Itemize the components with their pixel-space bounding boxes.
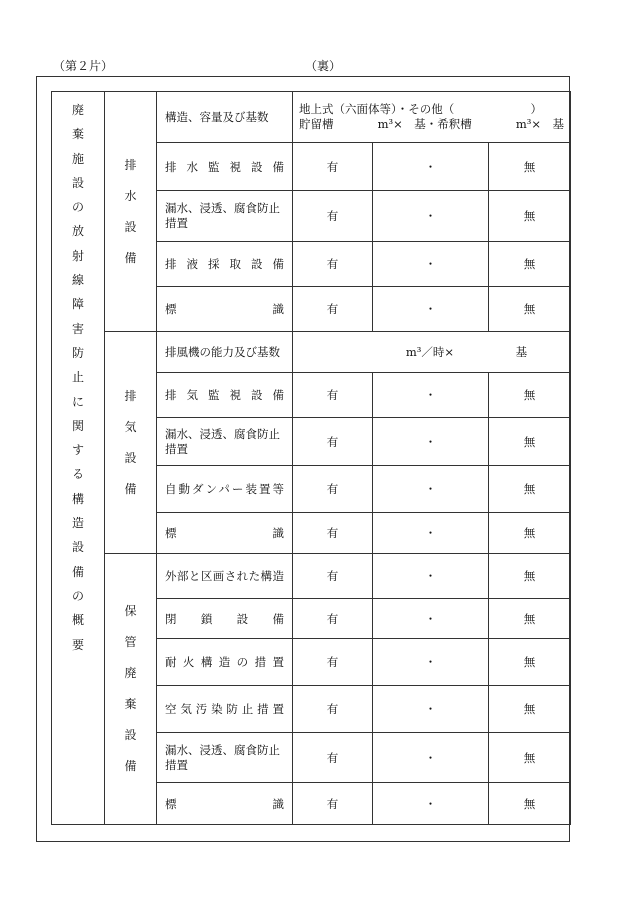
storage-yes-option[interactable]: 有: [293, 686, 373, 733]
exhaust-separator: ・: [373, 466, 489, 513]
storage-group-label: [105, 554, 157, 825]
storage-no-option[interactable]: 無: [489, 599, 571, 639]
storage-separator: ・: [373, 783, 489, 825]
drain-separator: ・: [373, 191, 489, 242]
storage-no-option[interactable]: 無: [489, 733, 571, 783]
reverse-side-label: （裏）: [305, 59, 342, 73]
storage-yes-option[interactable]: 有: [293, 783, 373, 825]
storage-yes-option[interactable]: 有: [293, 733, 373, 783]
exhaust-no-option[interactable]: 無: [489, 373, 571, 418]
storage-row: [52, 554, 571, 599]
exhaust-yes-option[interactable]: 有: [293, 513, 373, 554]
exhaust-label-char: 気: [124, 419, 137, 434]
storage-label-char: 廃: [124, 666, 137, 680]
drain-label-char: 排: [124, 157, 137, 172]
exhaust-item-label: 漏水、浸透、腐食防止措置: [157, 418, 293, 466]
storage-yes-option[interactable]: 有: [293, 639, 373, 686]
fan-unit: m³／時×: [405, 345, 454, 359]
main-label-char: 廃: [71, 103, 84, 117]
storage-separator: ・: [373, 599, 489, 639]
drain-no-option[interactable]: 無: [489, 191, 571, 242]
drain-yes-option[interactable]: 有: [293, 242, 373, 287]
main-label-char: 障: [71, 297, 84, 312]
main-label-char: 施: [71, 151, 84, 166]
drain-item-label: 標 識: [157, 287, 293, 332]
storage-no-option[interactable]: 無: [489, 554, 571, 599]
exhaust-label-char: 設: [124, 450, 137, 465]
storage-item-label: 標 識: [157, 783, 293, 825]
drain-separator: ・: [373, 143, 489, 191]
spec-line1-b: ）: [530, 102, 542, 116]
main-label-char: の: [71, 588, 84, 603]
storage-label-char: 管: [124, 635, 137, 649]
storage-label-char: 保: [124, 604, 137, 618]
drain-label-char: 備: [124, 250, 137, 265]
storage-item-label: 閉鎖設備: [157, 599, 293, 639]
main-label-char: 構: [71, 491, 84, 506]
exhaust-no-option[interactable]: 無: [489, 513, 571, 554]
storage-label-char: 設: [124, 728, 137, 742]
structure-equipment-table: [51, 91, 571, 825]
main-label-char: 関: [71, 418, 84, 433]
drain-group-label: [105, 92, 157, 332]
storage-label-char: 備: [124, 759, 137, 773]
exhaust-fan-label: 排風機の能力及び基数: [157, 332, 293, 373]
drain-label-char: 水: [124, 188, 137, 203]
main-label-char: 射: [71, 248, 84, 263]
storage-separator: ・: [373, 733, 489, 783]
main-label-char: 線: [71, 273, 84, 288]
exhaust-group-label: [105, 332, 157, 554]
drain-structure-label: 構造、容量及び基数: [157, 92, 293, 143]
drain-label-char: 設: [124, 219, 137, 234]
exhaust-item-label: 自動ダンパー装置等: [157, 466, 293, 513]
drain-no-option[interactable]: 無: [489, 287, 571, 332]
exhaust-separator: ・: [373, 373, 489, 418]
storage-separator: ・: [373, 554, 489, 599]
drain-separator: ・: [373, 242, 489, 287]
drain-no-option[interactable]: 無: [489, 143, 571, 191]
exhaust-separator: ・: [373, 513, 489, 554]
spec-line2-c: m³× 基: [515, 117, 564, 131]
exhaust-item-label: 排気監視設備: [157, 373, 293, 418]
drain-item-label: 漏水、浸透、腐食防止措置: [157, 191, 293, 242]
main-label-char: 棄: [71, 127, 84, 142]
drain-structure-spec[interactable]: [293, 92, 571, 143]
drain-structure-row: [52, 92, 571, 143]
exhaust-yes-option[interactable]: 有: [293, 466, 373, 513]
exhaust-yes-option[interactable]: 有: [293, 418, 373, 466]
main-label-char: 放: [71, 224, 84, 239]
storage-label-char: 棄: [124, 697, 137, 711]
drain-item-label: 排水監視設備: [157, 143, 293, 191]
storage-no-option[interactable]: 無: [489, 686, 571, 733]
exhaust-label-char: 排: [124, 388, 137, 403]
main-label-char: 防: [71, 345, 84, 360]
main-label-char: 害: [71, 321, 84, 336]
storage-no-option[interactable]: 無: [489, 783, 571, 825]
spec-line1-a: 地上式（六面体等）・その他（: [299, 102, 455, 116]
exhaust-item-label: 標 識: [157, 513, 293, 554]
exhaust-yes-option[interactable]: 有: [293, 373, 373, 418]
exhaust-no-option[interactable]: 無: [489, 418, 571, 466]
exhaust-fan-row: [52, 332, 571, 373]
drain-no-option[interactable]: 無: [489, 242, 571, 287]
storage-yes-option[interactable]: 有: [293, 599, 373, 639]
spec-line2-a: 貯留槽: [299, 117, 334, 131]
main-label-char: 設: [71, 175, 84, 190]
drain-yes-option[interactable]: 有: [293, 143, 373, 191]
main-label-char: 設: [71, 540, 84, 555]
exhaust-label-char: 備: [124, 481, 137, 496]
storage-item-label: 空気汚染防止措置: [157, 686, 293, 733]
main-label-char: 要: [71, 637, 84, 652]
main-label-char: の: [71, 200, 84, 215]
main-label-char: す: [71, 443, 84, 458]
drain-yes-option[interactable]: 有: [293, 191, 373, 242]
sheet-number: （第２片）: [53, 59, 114, 73]
drain-item-label: 排液採取設備: [157, 242, 293, 287]
main-label-char: る: [71, 467, 84, 482]
drain-separator: ・: [373, 287, 489, 332]
storage-yes-option[interactable]: 有: [293, 554, 373, 599]
storage-no-option[interactable]: 無: [489, 639, 571, 686]
main-section-label: [52, 92, 105, 825]
exhaust-separator: ・: [373, 418, 489, 466]
drain-yes-option[interactable]: 有: [293, 287, 373, 332]
main-label-char: 概: [71, 613, 84, 628]
exhaust-fan-capacity[interactable]: [293, 332, 571, 373]
fan-count-unit: 基: [515, 345, 528, 359]
main-label-char: に: [71, 394, 84, 409]
main-label-char: 止: [71, 370, 84, 385]
main-label-char: 備: [71, 564, 84, 579]
storage-item-label: 耐火構造の措置: [157, 639, 293, 686]
storage-item-label: 外部と区画された構造: [157, 554, 293, 599]
exhaust-no-option[interactable]: 無: [489, 466, 571, 513]
storage-separator: ・: [373, 686, 489, 733]
storage-separator: ・: [373, 639, 489, 686]
storage-item-label: 漏水、浸透、腐食防止措置: [157, 733, 293, 783]
main-label-char: 造: [71, 516, 84, 531]
spec-line2-b: m³× 基・希釈槽: [377, 117, 472, 131]
